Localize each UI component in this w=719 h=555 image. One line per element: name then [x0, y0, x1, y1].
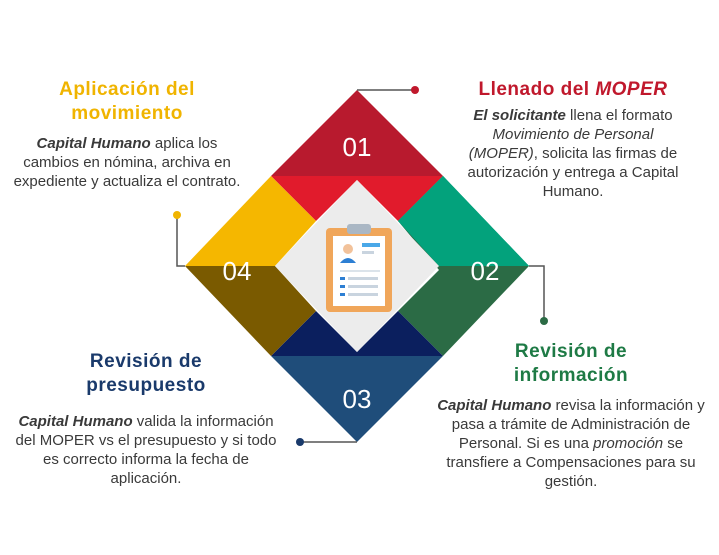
- step-02-body: [436, 396, 706, 491]
- step-03-body-text: valida la información del MOPER vs el presupuesto y si todo es correcto informa la fecha de aplicación.: [15, 413, 277, 487]
- step-02-title: [436, 340, 706, 388]
- connector-01: [357, 86, 419, 94]
- step-04-body: [10, 134, 244, 191]
- step-01-title: [462, 78, 684, 102]
- connector-04: [173, 211, 185, 266]
- step-04-title-line1: Aplicación del: [59, 79, 195, 100]
- step-01-body-em2: (MOPER): [468, 145, 534, 162]
- step-01-body-text1: llena el formato: [565, 107, 673, 124]
- step-03-title: [10, 350, 282, 398]
- step-number-03: 03: [342, 384, 372, 414]
- clipboard-profile-icon: [326, 224, 392, 312]
- step-03-title-line1: Revisión de: [89, 351, 203, 372]
- step-02-title-line2: información: [513, 365, 629, 386]
- step-03-block: [10, 350, 282, 488]
- step-number-04: 04: [222, 256, 252, 286]
- step-03-title-line2: presupuesto: [86, 375, 206, 396]
- connector-02: [529, 266, 548, 325]
- step-02-block: [436, 340, 706, 491]
- step-02-body-strong: Capital Humano: [437, 397, 552, 414]
- step-01-title-italic: MOPER: [595, 79, 668, 100]
- step-04-body-text: aplica los cambios en nómina, archiva en expediente y actualiza el contrato.: [13, 135, 241, 190]
- step-04-title-line2: movimiento: [71, 103, 183, 124]
- step-04-title: [10, 78, 244, 126]
- step-01-body-text2: , solicita las firmas de autorización y entrega a Capital Humano.: [467, 145, 679, 200]
- step-01-block: [462, 78, 684, 201]
- step-02-body-text2: se transfiere a Compensaciones para su gestión.: [446, 435, 696, 490]
- step-04-block: [10, 78, 244, 191]
- step-03-body-strong: Capital Humano: [18, 413, 133, 430]
- step-01-body: [462, 106, 684, 201]
- step-01-title-plain: Llenado del: [478, 79, 596, 100]
- connector-03: [296, 438, 357, 446]
- step-03-body: [10, 412, 282, 488]
- step-01-body-em1: Movimiento de Personal: [492, 126, 654, 143]
- step-number-01: 01: [342, 132, 372, 162]
- step-02-title-line1: Revisión de: [514, 341, 628, 362]
- step-02-body-text1: revisa la información y pasa a trámite de Administración de Personal. Si es una: [451, 397, 705, 452]
- step-02-body-em: promoción: [593, 435, 664, 452]
- step-number-02: 02: [470, 256, 500, 286]
- step-01-body-strong: El solicitante: [473, 107, 566, 124]
- step-04-body-strong: Capital Humano: [36, 135, 151, 152]
